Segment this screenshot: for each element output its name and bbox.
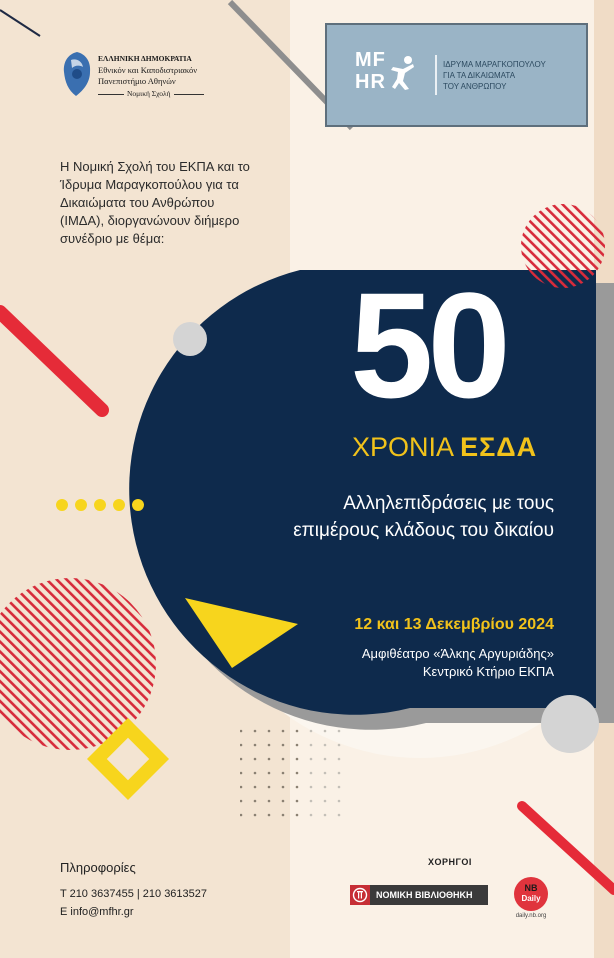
nomiki-label: ΝΟΜΙΚΗ ΒΙΒΛΙΟΘΗΚΗ [376, 890, 473, 900]
mfhr-name [443, 59, 546, 92]
university-line2: Εθνικόν και Καποδιστριακόν [98, 65, 198, 75]
info-email[interactable]: E info@mfhr.gr [60, 906, 134, 918]
athena-emblem-icon [60, 50, 94, 98]
nb-daily-logo [514, 877, 548, 911]
mfhr-letters-top: MF [355, 49, 386, 71]
mfhr-letters-bottom: HR [355, 71, 386, 93]
venue-line2: Κεντρικό Κτήριο ΕΚΠΑ [422, 664, 554, 679]
intro-text: Η Νομική Σχολή του ΕΚΠΑ και το Ίδρυμα Μαραγκοπούλου για τα Δικαιώματα του Ανθρώπου (ΙΜΔΑ), διοργανώνουν διήμερο συνέδριο με θέμα: [60, 159, 250, 246]
mfhr-divider [435, 55, 437, 95]
human-figure-icon [389, 55, 417, 91]
hero-years-word: ΧΡΟΝΙΑ [352, 432, 453, 462]
mfhr-name-line2: ΓΙΑ ΤΑ ΔΙΚΑΙΩΜΑΤΑ [443, 71, 516, 80]
hero-subtitle: Αλληλεπιδράσεις με τους επιμέρους κλάδους του δικαίου [293, 493, 554, 541]
university-dept: Νομική Σχολή [124, 89, 174, 98]
info-title: Πληροφορίες [60, 860, 136, 875]
thin-diagonal [0, 10, 40, 36]
dot-grid-dark [240, 727, 302, 819]
hero-years [352, 432, 537, 463]
nb-url: daily.nb.org [515, 913, 547, 919]
venue-line1: Αμφιθέατρο «Άλκης Αργυριάδης» [361, 646, 554, 661]
red-bar-left [0, 312, 102, 410]
hero-number: 50 [350, 261, 505, 429]
hero-dates: 12 και 13 Δεκεμβρίου 2024 [354, 616, 554, 633]
hero-venue [290, 645, 554, 681]
nb-top: NB [524, 883, 538, 893]
nomiki-emblem [350, 885, 370, 905]
university-line3: Πανεπιστήμιο Αθηνών [98, 76, 176, 86]
university-logo [60, 48, 230, 103]
mfhr-name-line1: ΙΔΡΥΜΑ ΜΑΡΑΓΚΟΠΟΥΛΟΥ [443, 60, 546, 69]
column-icon [350, 885, 370, 905]
grey-circle-right [541, 695, 599, 753]
mfhr-logo [325, 23, 588, 127]
nomiki-logo [350, 885, 488, 905]
university-line1: ΕΛΛΗΝΙΚΗ ΔΗΜΟΚΡΑΤΙΑ [98, 54, 192, 63]
sponsors-title: ΧΟΡΗΓΟΙ [428, 857, 472, 867]
dot-grid-light [302, 727, 344, 819]
nb-bottom: Daily [521, 894, 541, 903]
hero-acronym: ΕΣΔΑ [460, 432, 538, 462]
mfhr-name-line3: ΤΟΥ ΑΝΘΡΩΠΟΥ [443, 82, 507, 91]
info-phone: Τ 210 3637455 | 210 3613527 [60, 888, 208, 900]
grey-circle-small [173, 322, 207, 356]
